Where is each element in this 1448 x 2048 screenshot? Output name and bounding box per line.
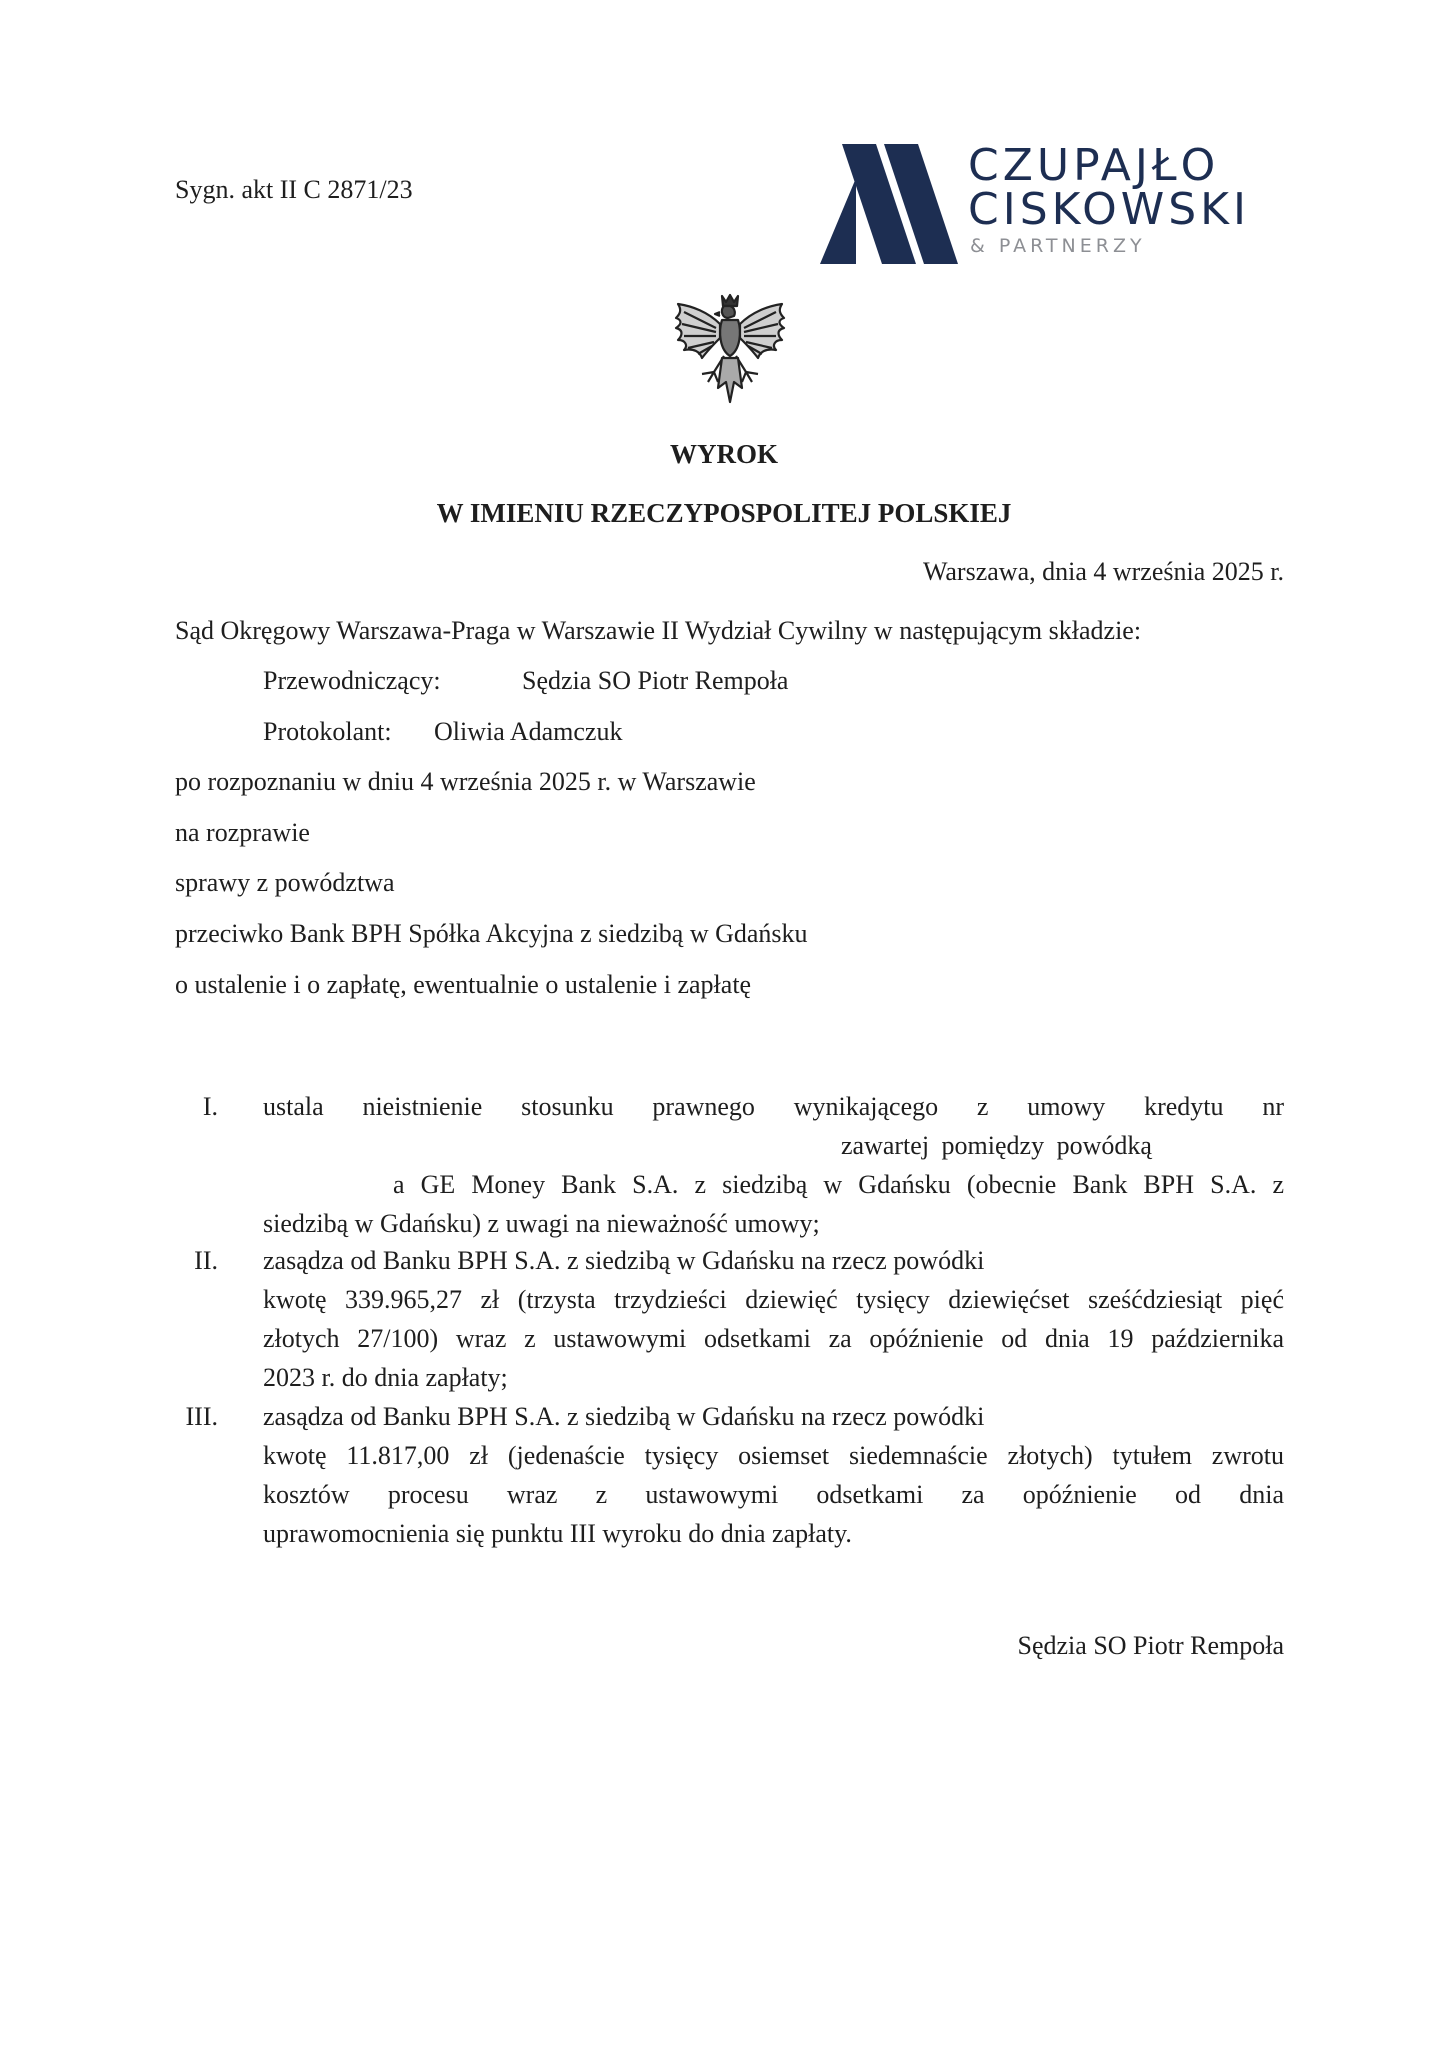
- logo-line-2: CISKOWSKI: [968, 184, 1250, 235]
- page-title: WYROK: [670, 439, 778, 469]
- intro-line-trial: na rozprawie: [175, 818, 310, 847]
- presiding-value: Sędzia SO Piotr Rempoła: [522, 666, 789, 695]
- point-line: ustala nieistnienie stosunku prawnego wynikającego z umowy kredytu nr: [263, 1092, 1284, 1121]
- court-line: Sąd Okręgowy Warszawa-Praga w Warszawie II Wydział Cywilny w następującym składzie:: [175, 616, 1142, 645]
- clerk-label: Protokolant:: [263, 717, 392, 746]
- point-number: I.: [202, 1092, 218, 1121]
- point-line: zasądza od Banku BPH S.A. z siedzibą w Gdańsku na rzecz powódki: [263, 1402, 985, 1431]
- point-line: 2023 r. do dnia zapłaty;: [263, 1363, 508, 1392]
- point-line: zawartej pomiędzy powódką: [841, 1131, 1152, 1160]
- intro-line-hearing: po rozpoznaniu w dniu 4 września 2025 r. w Warszawie: [175, 767, 756, 796]
- point-line: kwotę 339.965,27 zł (trzysta trzydzieści dziewięć tysięcy dziewięćset sześćdziesiąt pięć: [263, 1285, 1284, 1314]
- law-firm-logo: [820, 138, 1260, 264]
- signature: Sędzia SO Piotr Rempoła: [1017, 1631, 1284, 1660]
- point-line: uprawomocnienia się punktu III wyroku do dnia zapłaty.: [263, 1519, 852, 1548]
- point-line: siedzibą w Gdańsku) z uwagi na nieważność umowy;: [263, 1209, 820, 1238]
- intro-line-case: sprawy z powództwa: [175, 868, 395, 897]
- clerk-value: Oliwia Adamczuk: [434, 717, 623, 746]
- presiding-label: Przewodniczący:: [263, 666, 441, 695]
- point-body: [263, 1397, 1284, 1553]
- point-number: III.: [185, 1402, 218, 1431]
- point-line: kwotę 11.817,00 zł (jedenaście tysięcy osiemset siedemnaście złotych) tytułem zwrotu: [263, 1441, 1284, 1470]
- point-body: [263, 1087, 1284, 1243]
- intro-line-subject: o ustalenie i o zapłatę, ewentualnie o ustalenie i zapłatę: [175, 970, 752, 999]
- point-line: kosztów procesu wraz z ustawowymi odsetkami za opóźnienie od dnia: [263, 1480, 1284, 1509]
- logo-line-1: CZUPAJŁO: [968, 140, 1220, 191]
- point-line: zasądza od Banku BPH S.A. z siedzibą w Gdańsku na rzecz powódki: [263, 1246, 985, 1275]
- point-body: [263, 1241, 1284, 1397]
- law-firm-logo-stripes-icon: [820, 138, 960, 264]
- point-line: a GE Money Bank S.A. z siedzibą w Gdańsku (obecnie Bank BPH S.A. z: [393, 1170, 1284, 1199]
- case-number: Sygn. akt II C 2871/23: [175, 175, 413, 204]
- intro-line-defendant: przeciwko Bank BPH Spółka Akcyjna z siedzibą w Gdańsku: [175, 919, 808, 948]
- polish-eagle-emblem-icon: [668, 292, 792, 408]
- date-line: Warszawa, dnia 4 września 2025 r.: [922, 557, 1284, 586]
- point-line: złotych 27/100) wraz z ustawowymi odsetkami za opóźnienie od dnia 19 października: [263, 1324, 1284, 1353]
- point-number: II.: [194, 1246, 218, 1275]
- page-subtitle: W IMIENIU RZECZYPOSPOLITEJ POLSKIEJ: [436, 498, 1012, 528]
- logo-line-3: & PARTNERZY: [970, 235, 1146, 257]
